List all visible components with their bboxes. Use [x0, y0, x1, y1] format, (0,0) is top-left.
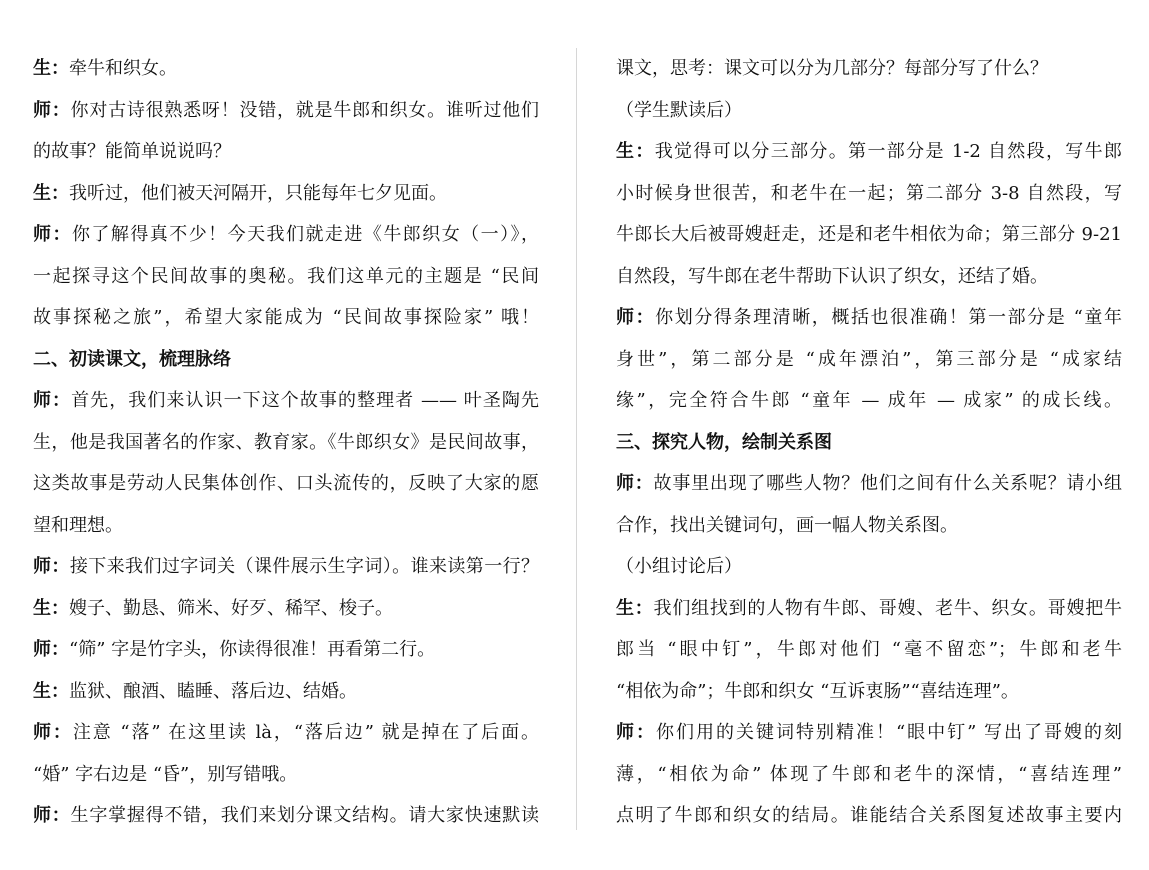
- text-line: [33, 712, 539, 754]
- text-line: [33, 671, 539, 713]
- text-line: [33, 48, 539, 90]
- text-line: [33, 256, 539, 298]
- speaker-label: 生：: [33, 58, 69, 79]
- line-text: 生，他是我国著名的作家、教育家。《牛郎织女》是民间故事，: [33, 431, 539, 453]
- text-line: [616, 214, 1122, 256]
- line-text: 课文，思考：课文可以分为几部分？每部分写了什么？: [616, 58, 1048, 79]
- speaker-label: 生：: [33, 597, 69, 619]
- speaker-label: 师：: [33, 805, 71, 826]
- text-line: [616, 712, 1122, 754]
- text-line: [616, 90, 1122, 132]
- line-text: 点明了牛郎和织女的结局。谁能结合关系图复述故事主要内: [616, 805, 1122, 826]
- text-line: [33, 422, 539, 464]
- text-line: [33, 173, 539, 215]
- text-line: [616, 48, 1122, 90]
- line-text: 接下来我们过字词关（课件展示生字词）。谁来读第一行？: [69, 556, 539, 577]
- text-line: [616, 256, 1122, 298]
- line-text: “相依为命”；牛郎和织女 “互诉衷肠”“喜结连理”。: [616, 680, 1019, 702]
- text-line: [616, 297, 1122, 339]
- line-text: 缘”，完全符合牛郎 “童年 — 成年 — 成家” 的成长线。: [616, 390, 1122, 411]
- speaker-label: 师：: [33, 639, 69, 660]
- line-text: 薄，“相依为命” 体现了牛郎和老牛的深情，“喜结连理”: [616, 763, 1122, 785]
- speaker-label: 生：: [33, 680, 69, 702]
- line-text: 你划分得条理清晰，概括也很准确！第一部分是 “童年: [655, 307, 1122, 328]
- line-text: 牛郎长大后被哥嫂赶走，还是和老牛相依为命；第三部分 9-21: [616, 224, 1122, 245]
- speaker-label: 生：: [616, 597, 654, 619]
- line-text: 小时候身世很苦，和老牛在一起；第二部分 3-8 自然段，写: [616, 182, 1122, 204]
- line-text: 你们用的关键词特别精准！“眼中钉” 写出了哥嫂的刻: [656, 722, 1122, 743]
- text-line: [616, 754, 1122, 796]
- speaker-label: 师：: [33, 99, 71, 121]
- line-text: “筛” 字是竹字头，你读得很准！再看第二行。: [69, 639, 436, 660]
- speaker-label: 师：: [616, 307, 656, 328]
- line-text: 我觉得可以分三部分。第一部分是 1-2 自然段，写牛郎: [654, 141, 1122, 162]
- line-text: 生字掌握得不错，我们来划分课文结构。请大家快速默读: [70, 805, 539, 826]
- text-line: [616, 380, 1122, 422]
- text-line: [33, 505, 539, 547]
- speaker-label: 师：: [616, 473, 654, 494]
- text-line: [616, 463, 1122, 505]
- line-text: （学生默读后）: [616, 99, 742, 121]
- text-line: [616, 131, 1122, 173]
- line-text: 故事里出现了哪些人物？他们之间有什么关系呢？请小组: [653, 473, 1122, 494]
- text-line: [33, 131, 539, 173]
- line-text: 这类故事是劳动人民集体创作、口头流传的，反映了大家的愿: [33, 473, 539, 494]
- speaker-label: 生：: [616, 141, 655, 162]
- text-line: [33, 546, 539, 588]
- line-text: 注意 “落” 在这里读 là，“落后边” 就是掉在了后面。: [72, 722, 539, 743]
- line-text: （小组讨论后）: [616, 556, 742, 577]
- line-text: 身世”，第二部分是 “成年漂泊”，第三部分是 “成家结: [616, 348, 1122, 370]
- text-line: [33, 588, 539, 630]
- text-line: [33, 795, 539, 837]
- line-text: 你对古诗很熟悉呀！没错，就是牛郎和织女。谁听过他们: [70, 99, 539, 121]
- right-column: [616, 48, 1122, 837]
- section-heading: 二、初读课文，梳理脉络: [33, 348, 231, 370]
- text-line: [616, 173, 1122, 215]
- line-text: 一起探寻这个民间故事的奥秘。我们这单元的主题是 “民间: [33, 265, 539, 287]
- line-text: 首先，我们来认识一下这个故事的整理者 —— 叶圣陶先: [71, 390, 539, 411]
- line-text: 故事探秘之旅”，希望大家能成为 “民间故事探险家” 哦！: [33, 307, 539, 328]
- text-line: [33, 380, 539, 422]
- text-line: [33, 629, 539, 671]
- line-text: 你了解得真不少！今天我们就走进《牛郎织女（一）》，: [71, 224, 539, 245]
- speaker-label: 生：: [33, 182, 69, 204]
- text-line: [616, 671, 1122, 713]
- text-line: [616, 339, 1122, 381]
- line-text: 监狱、酿酒、瞌睡、落后边、结婚。: [69, 680, 357, 702]
- text-line: [33, 754, 539, 796]
- text-line: [616, 588, 1122, 630]
- line-text: 我听过，他们被天河隔开，只能每年七夕见面。: [69, 182, 447, 204]
- text-line: [616, 795, 1122, 837]
- text-line: [616, 546, 1122, 588]
- line-text: 我们组找到的人物有牛郎、哥嫂、老牛、织女。哥嫂把牛: [653, 597, 1122, 619]
- line-text: 郎当 “眼中钉”，牛郎对他们 “毫不留恋”；牛郎和老牛: [616, 639, 1122, 660]
- speaker-label: 师：: [33, 722, 73, 743]
- text-line: [616, 629, 1122, 671]
- line-text: 合作，找出关键词句，画一幅人物关系图。: [616, 514, 958, 536]
- text-line: [33, 297, 539, 339]
- left-column: [33, 48, 539, 837]
- line-text: 望和理想。: [33, 514, 123, 536]
- line-text: 自然段，写牛郎在老牛帮助下认识了织女，还结了婚。: [616, 265, 1048, 287]
- speaker-label: 师：: [33, 390, 72, 411]
- line-text: “婚” 字右边是 “昏”，别写错哦。: [33, 763, 298, 785]
- line-text: 嫂子、勤恳、筛米、好歹、稀罕、梭子。: [69, 597, 393, 619]
- text-line: [33, 214, 539, 256]
- line-text: 牵牛和织女。: [69, 58, 177, 79]
- speaker-label: 师：: [33, 556, 70, 577]
- speaker-label: 师：: [616, 722, 656, 743]
- line-text: 的故事？能简单说说吗？: [33, 141, 231, 162]
- text-line: [616, 505, 1122, 547]
- column-divider: [576, 48, 577, 830]
- speaker-label: 师：: [33, 224, 72, 245]
- text-line: [33, 463, 539, 505]
- section-heading: 三、探究人物，绘制关系图: [616, 431, 832, 453]
- text-line: [33, 90, 539, 132]
